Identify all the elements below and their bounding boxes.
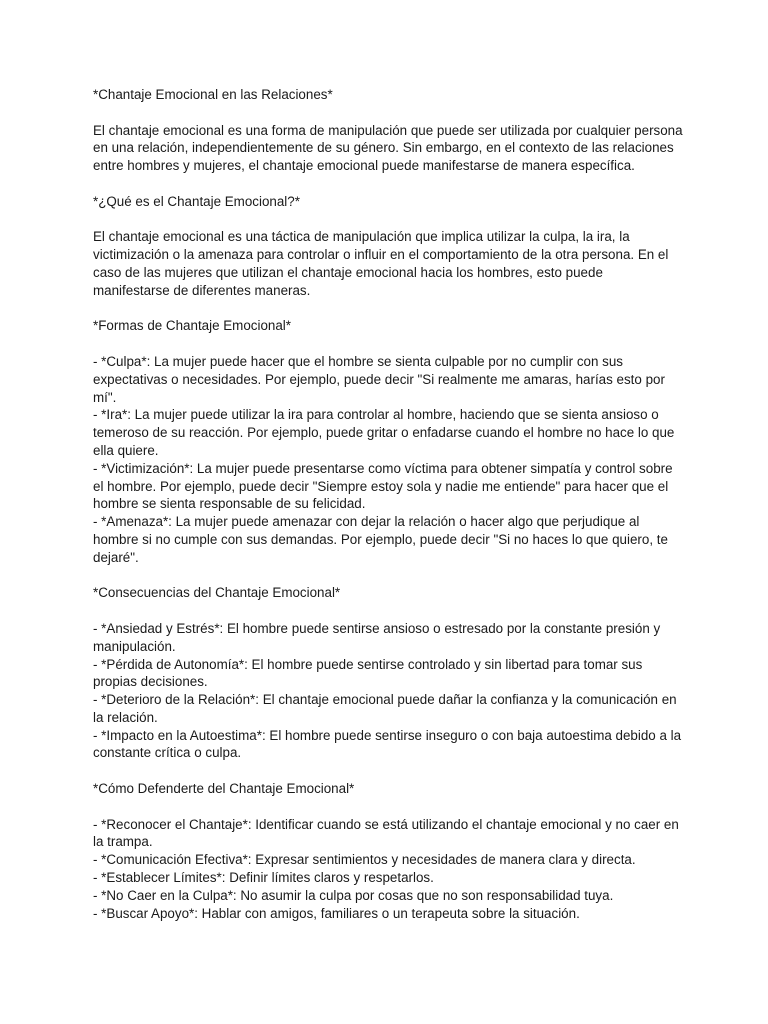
list-item-reconocer: - *Reconocer el Chantaje*: Identificar cuando se está utilizando el chantaje emocional y no caer en la trampa. [93, 816, 679, 850]
document-page [93, 86, 683, 940]
document-title: *Chantaje Emocional en las Relaciones* [93, 87, 333, 102]
intro-paragraph: El chantaje emocional es una forma de manipulación que puede ser utilizada por cualquier persona en una relación, independientemente de su género. Sin embargo, en el contexto de las relaciones entre hombres y mujeres, el chantaje emocional puede manifestarse de manera específica. [93, 122, 683, 174]
consequences-list [93, 620, 683, 762]
list-item-victimizacion: - *Victimización*: La mujer puede presentarse como víctima para obtener simpatía y control sobre el hombre. Por ejemplo, puede decir "Siempre estoy sola y nadie me entiende" para hacer que el hombre se sienta responsable de su felicidad. [93, 460, 673, 512]
list-item-culpa-no: - *No Caer en la Culpa*: No asumir la culpa por cosas que no son responsabilidad tuya. [93, 887, 614, 903]
section-heading-forms: *Formas de Chantaje Emocional* [93, 318, 291, 334]
list-item-comunicacion: - *Comunicación Efectiva*: Expresar sentimientos y necesidades de manera clara y directa. [93, 852, 636, 868]
list-item-autoestima: - *Impacto en la Autoestima*: El hombre puede sentirse inseguro o con baja autoestima debido a la constante crítica o culpa. [93, 727, 682, 761]
list-item-ira: - *Ira*: La mujer puede utilizar la ira para controlar al hombre, haciendo que se sienta ansioso o temeroso de su reacción. Por ejemplo, puede gritar o enfadarse cuando el hombre no hace lo que ella quiere. [93, 407, 675, 458]
section-heading-defend: *Cómo Defenderte del Chantaje Emocional* [93, 781, 355, 797]
forms-list [93, 353, 683, 567]
list-item-limites: - *Establecer Límites*: Definir límites claros y respetarlos. [93, 870, 434, 886]
list-item-autonomia: - *Pérdida de Autonomía*: El hombre puede sentirse controlado y sin libertad para tomar sus propias decisiones. [93, 656, 643, 690]
list-item-apoyo: - *Buscar Apoyo*: Hablar con amigos, familiares o un terapeuta sobre la situación. [93, 905, 580, 921]
section-heading-consequences: *Consecuencias del Chantaje Emocional* [93, 585, 341, 601]
section-body-what: El chantaje emocional es una táctica de manipulación que implica utilizar la culpa, la ira, la victimización o la amenaza para controlar o influir en el comportamiento de la otra persona. En el caso de las mujeres que utilizan el chantaje emocional hacia los hombres, esto puede manifestarse de diferentes maneras. [93, 229, 669, 298]
list-item-ansiedad: - *Ansiedad y Estrés*: El hombre puede sentirse ansioso o estresado por la constante presión y manipulación. [93, 620, 661, 654]
section-heading-what: *¿Qué es el Chantaje Emocional?* [93, 193, 300, 209]
list-item-amenaza: - *Amenaza*: La mujer puede amenazar con dejar la relación o hacer algo que perjudique al hombre si no cumple con sus demandas. Por ejemplo, puede decir "Si no haces lo que quiero, te dejaré". [93, 514, 668, 565]
list-item-culpa: - *Culpa*: La mujer puede hacer que el hombre se sienta culpable por no cumplir con sus expectativas o necesidades. Por ejemplo, puede decir "Si realmente me amaras, harías esto por mí". [93, 353, 665, 405]
list-item-deterioro: - *Deterioro de la Relación*: El chantaje emocional puede dañar la confianza y la comunicación en la relación. [93, 692, 677, 725]
defend-list [93, 816, 683, 923]
